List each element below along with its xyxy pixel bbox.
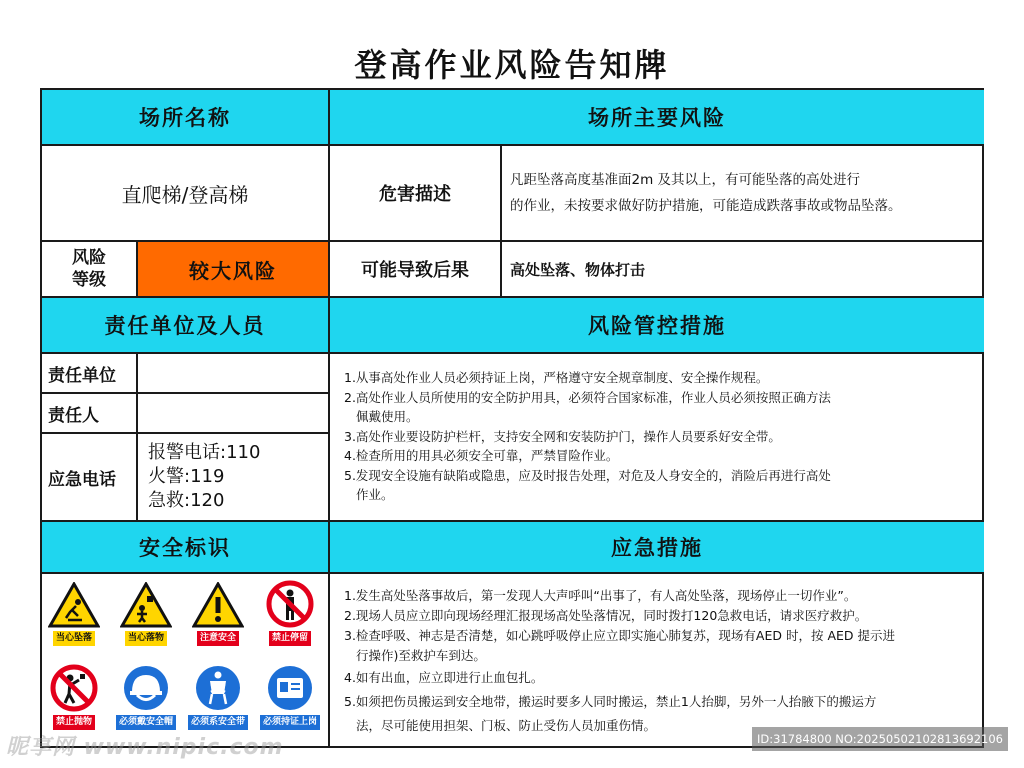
page-title: 登高作业风险告知牌 [354,46,670,84]
sign-label: 当心落物 [125,631,167,646]
phone-fire: 火警:119 [148,466,225,487]
safety-signs-panel [42,574,330,746]
place-name-value: 直爬梯/登高梯 [42,146,330,242]
phone-values [138,434,330,522]
emergency-item: 1.发生高处坠落事故后，第一发现人大声呼叫“出事了，有人高处坠落，现场停止一切作业”。 [344,588,857,603]
risk-level-label-1: 风险 [72,248,106,268]
sign-warning-falling-objects [118,582,174,646]
sign-label: 必须戴安全帽 [116,715,176,730]
risk-level-label [42,242,138,298]
person-value [138,394,330,434]
control-item: 2.高处作业人员所使用的安全防护用具，必须符合国家标准，作业人员必须按照正确方法 [344,389,831,405]
sign-mandatory-harness [190,664,246,730]
header-emergency-measures: 应急措施 [330,522,984,574]
sign-label: 注意安全 [197,631,239,646]
phone-ambulance: 急救:120 [148,490,225,511]
control-item: 5.发现安全设施有缺陷或隐患，应及时报告处理，对危及人身安全的，消险后再进行高处 [344,467,831,483]
sign-label: 当心坠落 [53,631,95,646]
certificate-icon [265,664,315,712]
watermark-site: 昵享网 www.nipic.com [6,735,284,760]
emergency-item: 行操作)至救护车到达。 [356,648,486,663]
risk-level-label-2: 等级 [72,270,106,290]
emergency-item: 3.检查呼吸、神志是否清楚，如心跳呼吸停止应立即实施心肺复苏，现场有AED 时，按 AED 提示进 [344,628,895,643]
hazard-description [502,146,984,242]
consequence-value: 高处坠落、物体打击 [502,242,984,298]
emergency-item: 4.如有出血，应立即进行止血包扎。 [344,670,544,685]
control-item: 4.检查所用的用具必须安全可靠，严禁冒险作业。 [344,448,619,463]
sign-warning-general [190,582,246,646]
helmet-icon [121,664,171,712]
header-safety-signs: 安全标识 [42,522,330,574]
risk-level-value: 较大风险 [138,242,330,298]
control-item: 作业。 [356,487,394,502]
prohibit-throw-icon [49,664,99,712]
unit-value [138,354,330,394]
warning-falling-objects-icon [120,582,172,628]
risk-board [40,88,984,748]
sign-label: 必须持证上岗 [260,715,320,730]
watermark-id: ID:31784800 NO:20250502102813692106 [752,727,1008,751]
emergency-measures-list [330,574,984,746]
hazard-line-2: 的作业，未按要求做好防护措施，可能造成跌落事故或物品坠落。 [510,198,902,214]
harness-icon [193,664,243,712]
sign-mandatory-helmet [118,664,174,730]
control-item: 1.从事高处作业人员必须持证上岗，严格遵守安全规章制度、安全操作规程。 [344,370,769,385]
person-label: 责任人 [42,394,138,434]
hazard-line-1: 凡距坠落高度基准面2m 及其以上，有可能坠落的高处进行 [510,172,861,188]
header-control-measures: 风险管控措施 [330,298,984,354]
sign-label: 必须系安全带 [188,715,248,730]
warning-fall-icon [48,582,100,628]
consequence-label: 可能导致后果 [330,242,502,298]
warning-general-icon [192,582,244,628]
phone-police: 报警电话:110 [148,442,261,463]
sign-warning-fall [46,582,102,646]
emergency-item: 2.现场人员应立即向现场经理汇报现场高处坠落情况，同时拨打120急救电话，请求医疗救护。 [344,608,868,623]
sign-mandatory-certificate [262,664,318,730]
hazard-label: 危害描述 [330,146,502,242]
control-item: 佩戴使用。 [356,409,419,424]
control-item: 3.高处作业要设防护栏杆，支持安全网和安装防护门，操作人员要系好安全带。 [344,428,781,444]
phone-label: 应急电话 [42,434,138,522]
sign-label: 禁止停留 [269,631,311,646]
header-responsibility: 责任单位及人员 [42,298,330,354]
control-measures-list [330,354,984,522]
sign-prohibit-throw [46,664,102,730]
prohibit-stay-icon [265,580,315,628]
emergency-item: 5.如须把伤员搬运到安全地带，搬运时要多人同时搬运，禁止1人抬脚，另外一人抬腋下的搬运方 [344,694,877,709]
sign-prohibit-stay [262,580,318,646]
sign-label: 禁止抛物 [53,715,95,730]
header-main-risk: 场所主要风险 [330,90,984,146]
emergency-item: 法，尽可能使用担架、门板、防止受伤人员加重伤情。 [356,718,657,733]
header-place-name: 场所名称 [42,90,330,146]
unit-label: 责任单位 [42,354,138,394]
